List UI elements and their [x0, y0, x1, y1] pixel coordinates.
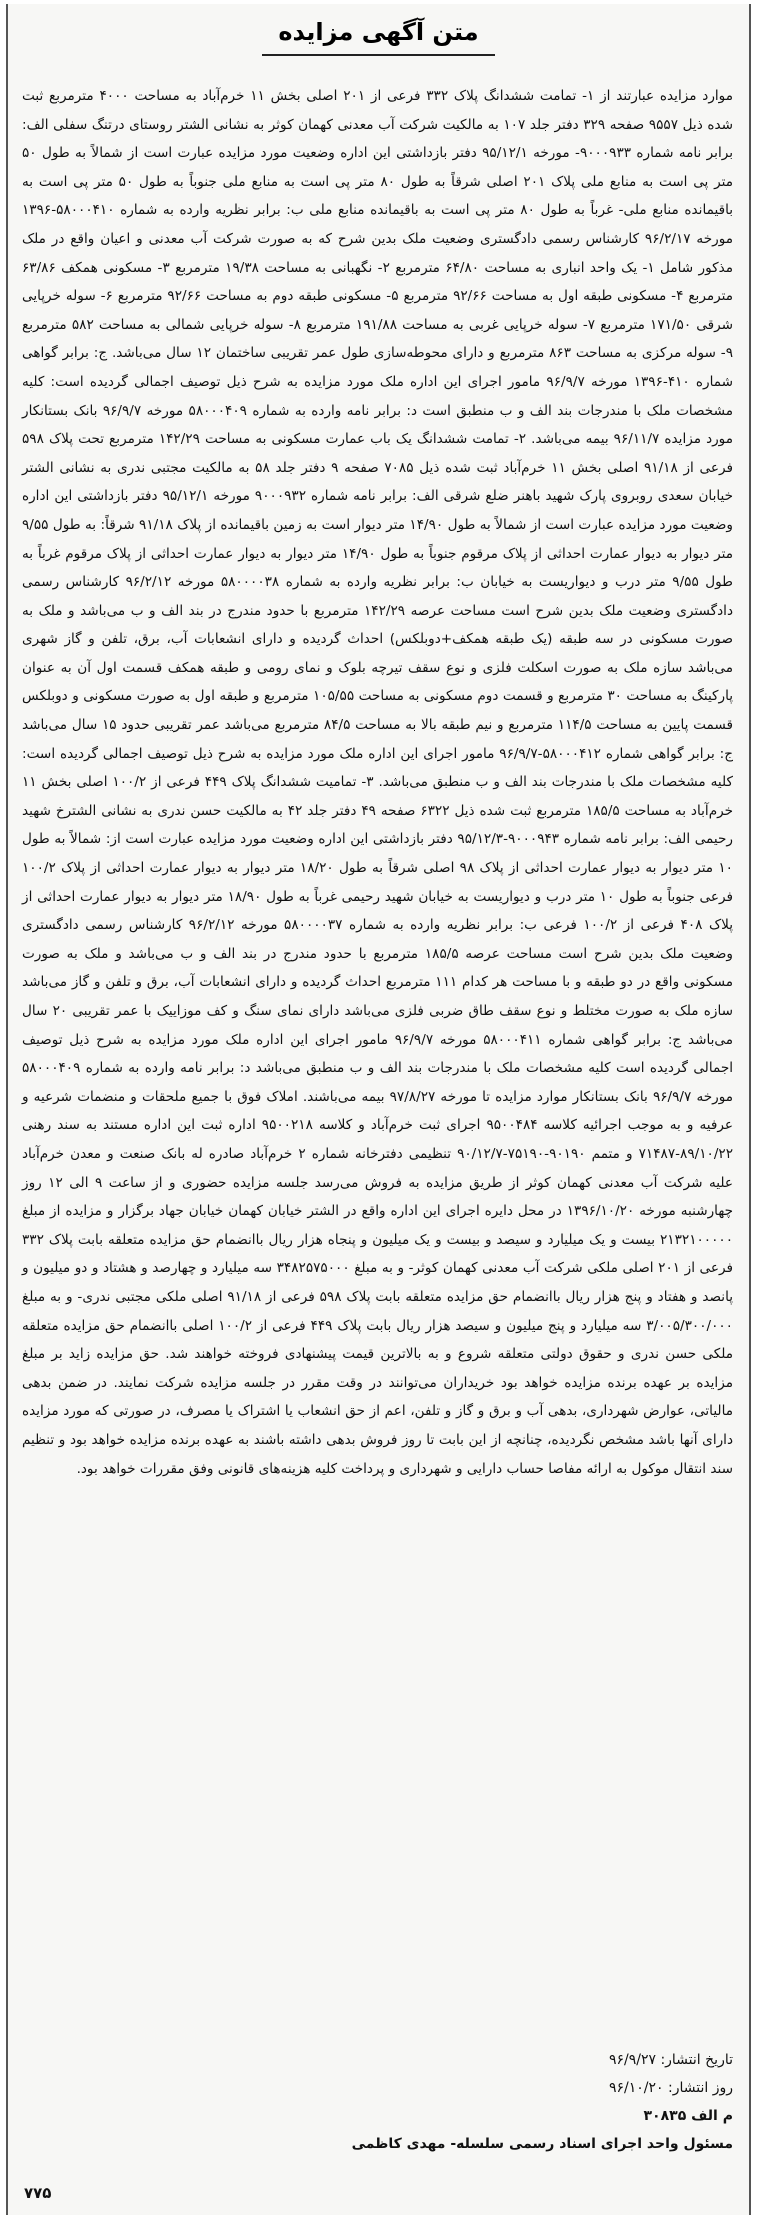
notice-page: [6, 4, 751, 2215]
page-number: ۷۷۵: [24, 2184, 52, 2202]
notice-body-text: موارد مزایده عبارتند از ۱- تمامت ششدانگ پلاک ۳۳۲ فرعی از ۲۰۱ اصلی بخش ۱۱ خرم‌آباد به مساحت ۴۰۰۰ مترمربع ثبت شده ذیل ۹۵۵۷ صفحه ۳۲۹ دفتر جلد ۱۰۷ به مالکیت شرکت آب معدنی کهمان کوثر به نشانی الشتر روستای درتنگ سفلی الف: برابر نامه شماره ۹۰۰۰۹۳۳- مورخه ۹۵/۱۲/۱ دفتر بازداشتی این اداره وضعیت مورد مزایده عبارت است از شمالاً به طول ۵۰ متر پی است به منابع ملی پلاک ۲۰۱ اصلی شرقاً به طول ۸۰ متر پی است به منابع ملی جنوباً به طول ۵۰ متر پی است به باقیمانده منابع ملی- غرباً به طول ۸۰ متر پی است به باقیمانده منابع ملی ب: برابر نظریه وارده به شماره ۵۸۰۰۰۴۱۰-۱۳۹۶ مورخه ۹۶/۲/۱۷ کارشناس رسمی دادگستری وضعیت ملک بدین شرح که به صورت شرکت آب معدنی و اعیان واقع در ملک مذکور شامل ۱- یک واحد انباری به مساحت ۶۴/۸۰ مترمربع ۲- نگهبانی به مساحت ۱۹/۳۸ مترمربع ۳- مسکونی همکف ۶۳/۸۶ مترمربع ۴- مسکونی طبقه اول به مساحت ۹۲/۶۶ مترمربع ۵- مسکونی طبقه دوم به مساحت ۹۲/۶۶ مترمربع ۶- سوله خرپایی شرقی ۱۷۱/۵۰ مترمربع ۷- سوله خرپایی غربی به مساحت ۱۹۱/۸۸ مترمربع ۸- سوله خرپایی شمالی به مساحت ۵۸۲ مترمربع ۹- سوله مرکزی به مساحت ۸۶۳ مترمربع و دارای محوطه‌سازی طول عمر تقریبی ساختمان ۱۲ سال می‌باشد. ج: برابر گواهی شماره ۴۱۰-۱۳۹۶ مورخه ۹۶/۹/۷ مامور اجرای این اداره ملک مورد مزایده به شرح ذیل توصیف اجمالی گردیده است: کلیه مشخصات ملک با مندرجات بند الف و ب منطبق است د: برابر نامه وارده به شماره ۵۸۰۰۰۴۰۹ مورخه ۹۶/۹/۷ بانک بستانکار مورد مزایده ۹۶/۱۱/۷ بیمه می‌باشد. ۲- تمامت ششدانگ یک باب عمارت مسکونی به مساحت ۱۴۲/۲۹ مترمربع تحت پلاک ۵۹۸ فرعی از ۹۱/۱۸ اصلی بخش ۱۱ خرم‌آباد ثبت شده ذیل ۷۰۸۵ صفحه ۹ دفتر جلد ۵۸ به مالکیت مجتبی ندری به نشانی الشتر خیابان سعدی روبروی پارک شهید باهنر ضلع شرقی الف: برابر نامه شماره ۹۰۰۰۹۳۲ مورخه ۹۵/۱۲/۱ دفتر بازداشتی این اداره وضعیت مورد مزایده عبارت است از شمالاً به طول ۱۴/۹۰ متر دیوار است به زمین باقیمانده از پلاک ۹۱/۱۸ شرقاً: به طول ۹/۵۵ متر دیوار به دیوار عمارت احداثی از پلاک مرقوم جنوباً به طول ۱۴/۹۰ متر دیوار به دیوار عمارت احداثی از پلاک مرقوم غرباً به طول ۹/۵۵ متر درب و دیواریست به خیابان ب: برابر نظریه وارده به شماره ۵۸۰۰۰۰۳۸ مورخه ۹۶/۲/۱۲ کارشناس رسمی دادگستری وضعیت ملک بدین شرح است مساحت عرصه ۱۴۲/۲۹ مترمربع با حدود مندرج در بند الف و ب می‌باشد و ملک به صورت مسکونی در سه طبقه (یک طبقه همکف+دوبلکس) احداث گردیده و دارای انشعابات آب، برق، تلفن و گاز شهری می‌باشد سازه ملک به صورت اسکلت فلزی و نوع سقف تیرچه بلوک و نمای رومی و طبقه همکف قسمت اول آن به عنوان پارکینگ به مساحت ۳۰ مترمربع و قسمت دوم مسکونی به مساحت ۱۰۵/۵۵ مترمربع و طبقه اول به صورت مسکونی و دوبلکس قسمت پایین به مساحت ۱۱۴/۵ مترمربع و نیم طبقه بالا به مساحت ۸۴/۵ مترمربع می‌باشد عمر تقریبی حدود ۱۵ سال می‌باشد ج: برابر گواهی شماره ۵۸۰۰۰۴۱۲-۹۶/۹/۷ مامور اجرای این اداره ملک مورد مزایده به شرح ذیل توصیف اجمالی گردیده است: کلیه مشخصات ملک با مندرجات بند الف و ب منطبق می‌باشد. ۳- تمامیت ششدانگ پلاک ۴۴۹ فرعی از ۱۰۰/۲ اصلی بخش ۱۱ خرم‌آباد به مساحت ۱۸۵/۵ مترمربع ثبت شده ذیل ۶۳۲۲ صفحه ۴۹ دفتر جلد ۴۲ به مالکیت حسن ندری به نشانی الشترخ شهید رحیمی الف: برابر نامه شماره ۹۰۰۰۹۴۳-۹۵/۱۲/۳ دفتر بازداشتی این اداره وضعیت مورد مزایده عبارت است از: شمالاً به طول ۱۰ متر دیوار به دیوار عمارت احداثی از پلاک ۹۸ اصلی شرقاً به طول ۱۸/۲۰ متر دیوار به دیوار عمارت احداثی از پلاک ۱۰۰/۲ فرعی جنوباً به طول ۱۰ متر درب و دیواریست به خیابان شهید رحیمی غرباً به طول ۱۸/۹۰ متر دیوار به دیوار عمارت احداثی از پلاک ۴۰۸ فرعی از ۱۰۰/۲ فرعی ب: برابر نظریه وارده به شماره ۵۸۰۰۰۰۳۷ مورخه ۹۶/۲/۱۲ کارشناس رسمی دادگستری وضعیت ملک بدین شرح است مساحت عرصه ۱۸۵/۵ مترمربع با حدود مندرج در بند الف و ب می‌باشد و ملک به صورت مسکونی واقع در دو طبقه و با مساحت هر کدام ۱۱۱ مترمربع احداث گردیده و دارای انشعابات آب، برق و تلفن و گاز می‌باشد سازه ملک به صورت مختلط و نوع سقف طاق ضربی فلزی می‌باشد دارای نمای سنگ و کف موزاییک با عمر تقریبی ۲۰ سال می‌باشد ج: برابر گواهی شماره ۵۸۰۰۰۴۱۱ مورخه ۹۶/۹/۷ مامور اجرای این اداره ملک مورد مزایده به شرح ذیل توصیف اجمالی گردیده است کلیه مشخصات ملک با مندرجات بند الف و ب منطبق می‌باشد د: برابر نامه وارده به شماره ۵۸۰۰۰۴۰۹ مورخه ۹۶/۹/۷ بانک بستانکار موارد مزایده تا مورخه ۹۷/۸/۲۷ بیمه می‌باشند. املاک فوق با جمیع ملحقات و منضمات شرعیه و عرفیه و به موجب اجرائیه کلاسه ۹۵۰۰۴۸۴ اجرای ثبت خرم‌آباد و کلاسه ۹۵۰۰۲۱۸ اداره ثبت این اداره مستند به سند رهنی ۸۹/۱۰/۲۲-۷۱۴۸۷ و متمم ۹۰۱۹۰-۷۵۱۹۰-۹۰/۱۲/۷ تنظیمی دفترخانه شماره ۲ خرم‌آباد صادره له بانک صنعت و معدن خرم‌آباد علیه شرکت آب معدنی کهمان کوثر از طریق مزایده به فروش می‌رسد جلسه مزایده حضوری و از ساعت ۹ الی ۱۲ روز چهارشنبه مورخه ۱۳۹۶/۱۰/۲۰ در محل دایره اجرای این اداره واقع در الشتر خیابان کهمان خیابان جهاد برگزار و مزایده از مبلغ ۲۱۳۲۱۰۰۰۰۰ بیست و یک میلیارد و سیصد و بیست و یک میلیون و پنجاه هزار ریال باانضمام حق مزایده متعلقه بابت پلاک ۳۳۲ فرعی از ۲۰۱ اصلی ملکی شرکت آب معدنی کهمان کوثر- و به مبلغ ۳۴۸۲۵۷۵۰۰۰ سه میلیارد و چهارصد و هشتاد و دو میلیون و پانصد و هفتاد و پنج هزار ریال باانضمام حق مزایده متعلقه بابت پلاک ۵۹۸ فرعی از ۹۱/۱۸ اصلی ملکی مجتبی ندری- و به مبلغ ۳/۰۰۵/۳۰۰/۰۰۰ سه میلیارد و پنج میلیون و سیصد هزار ریال بابت پلاک ۴۴۹ فرعی از ۱۰۰/۲ اصلی باانضمام حق مزایده متعلقه ملکی حسن ندری و حقوق دولتی متعلقه شروع و به بالاترین قیمت پیشنهادی فروخته خواهند شد. حق مزایده زاید بر مبلغ مزایده بر عهده برنده مزایده خواهد بود خریداران می‌توانند در وقت مقرر در جلسه مزایده شرکت نمایند. در ضمن بدهی مالیاتی، عوارض شهرداری، بدهی آب و برق و گاز و تلفن، اعم از حق انشعاب یا اشتراک یا مصرف، در صورتی که مورد مزایده دارای آنها باشد مشخص نگردیده، چنانچه از این بابت تا روز فروش بدهی داشته باشند به عهده برنده مزایده خواهد بود و تنظیم سند انتقال موکول به ارائه مفاصا حساب دارایی و شهرداری و پرداخت کلیه هزینه‌های قانونی وفق مقررات خواهد بود.: [22, 88, 734, 1477]
publish-date-label: تاریخ انتشار:: [660, 2052, 733, 2068]
publish-date-value: ۹۶/۹/۲۷: [608, 2052, 656, 2068]
publish-date2-label: روز انتشار:: [668, 2080, 733, 2096]
page-title: متن آگهی مزایده: [262, 14, 494, 56]
signature-line: مسئول واحد اجرای اسناد رسمی سلسله- مهدی کاظمی: [351, 2136, 733, 2152]
notice-footer: [22, 2046, 733, 2158]
publish-date2-value: ۹۶/۱۰/۲۰: [609, 2080, 664, 2096]
notice-code: م الف ۳۰۸۳۵: [643, 2108, 733, 2124]
